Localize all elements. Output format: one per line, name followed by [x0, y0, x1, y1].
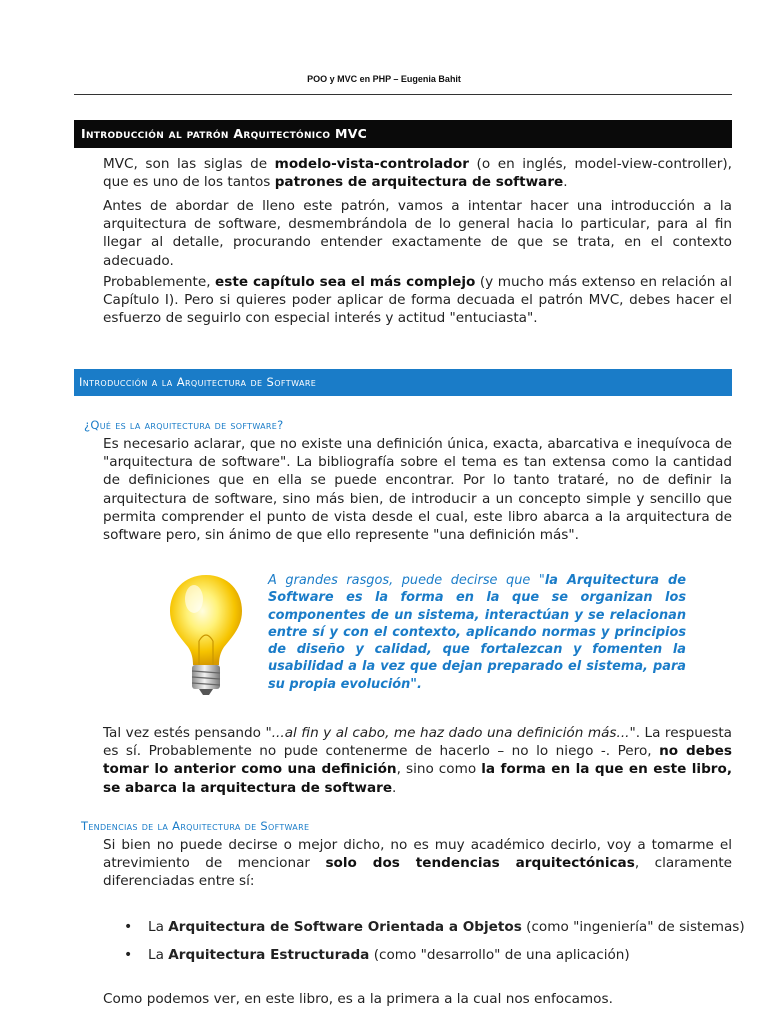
paragraph-definition: Es necesario aclarar, que no existe una definición única, exacta, abarcativa e inequívoca de "arquitectura de software". La bibliografía sobre el tema es tan extensa como la cantidad de definiciones que en ella se puede encontrar. Por lo tanto trataré, no de definir la arquitectura de software, sino más bien, de introducir a un concepto simple y sencillo que permita comprender el punto de vista desde el cual, este libro abarca a la arquitectura de software pero, sin ánimo de que ello represente "una definición más". — [103, 436, 732, 544]
tendencias-heading: Tendencias de la Arquitectura de Software — [81, 819, 310, 833]
subsection-title-bar — [74, 369, 732, 396]
header-rule — [74, 94, 732, 95]
section-title: Introducción al patrón Arquitectónico MVC — [81, 126, 368, 141]
section-title-bar — [74, 120, 732, 148]
paragraph-complex-chapter: Probablemente, este capítulo sea el más complejo (y mucho más extenso en relación al Capítulo I). Pero si quieres poder aplicar de forma decuada el patrón MVC, debes hacer el esfuerzo de seguirlo con especial interés y actitud "entuciasta". — [103, 274, 732, 327]
page-header: POO y MVC en PHP – Eugenia Bahit — [307, 74, 461, 84]
list-item: • La Arquitectura de Software Orientada a Objetos (como "ingeniería" de sistemas) — [122, 918, 745, 946]
question-heading: ¿Qué es la arquitectura de software? — [84, 418, 284, 432]
paragraph-response: Tal vez estés pensando "...al fin y al cabo, me haz dado una definición más...". La respuesta es sí. Probablemente no pude contenerme de hacerlo – no lo niego -. Pero, no debes tomar lo anterior como una definición, sino como la forma en la que en este libro, se abarca la arquitectura de software. — [103, 725, 733, 796]
paragraph-mvc-intro: MVC, son las siglas de modelo-vista-controlador (o en inglés, model-view-controller), que es uno de los tantos patrones de arquitectura de software. — [103, 156, 732, 191]
lightbulb-icon — [166, 571, 246, 697]
definition-quote: A grandes rasgos, puede decirse que "la Arquitectura de Software es la forma en la que se organizan los componentes de un sistema, interactúan y se relacionan entre sí y con el contexto, aplicando normas y principios de diseño y calidad, que fortalezcan y fomenten la usabilidad a la vez que dejan preparado el sistema, para su propia evolución". — [268, 573, 686, 692]
paragraph-conclusion: Como podemos ver, en este libro, es a la primera a la cual nos enfocamos. — [103, 991, 613, 1007]
tendencias-list — [122, 918, 745, 974]
subsection-title: Introducción a la Arquitectura de Software — [79, 375, 317, 389]
list-item: • La Arquitectura Estructurada (como "desarrollo" de una aplicación) — [122, 946, 745, 974]
paragraph-approach: Antes de abordar de lleno este patrón, vamos a intentar hacer una introducción a la arquitectura de software, desmembrándola de lo general hacia lo particular, para al fin llegar al detalle, procurando entender exactamente de que se trata, en el contexto adecuado. — [103, 198, 732, 269]
paragraph-tendencias: Si bien no puede decirse o mejor dicho, no es muy académico decirlo, voy a tomarme el atrevimiento de mencionar solo dos tendencias arquitectónicas, claramente diferenciadas entre sí: — [103, 837, 733, 890]
